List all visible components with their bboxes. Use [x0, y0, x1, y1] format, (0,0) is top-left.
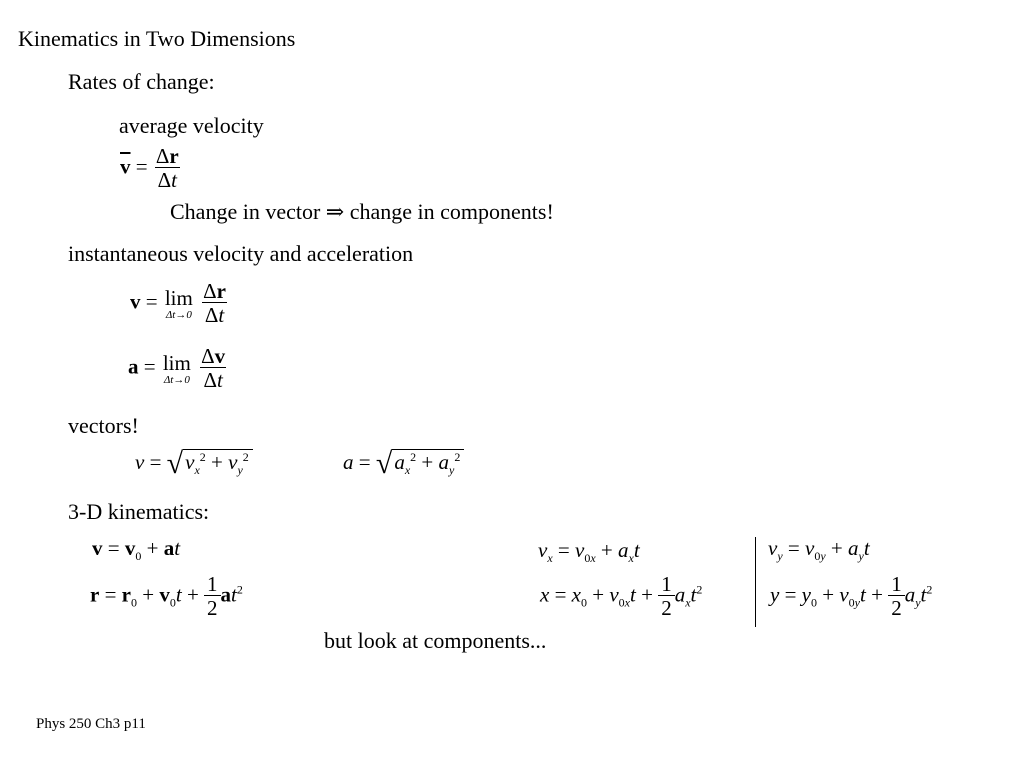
page-footer: Phys 250 Ch3 p11: [36, 716, 146, 732]
instantaneous-heading: instantaneous velocity and acceleration: [68, 241, 414, 266]
average-velocity-equation: $\overline{v}$ = $\frac{\Delta r}{\Delta t}$: [120, 144, 179, 193]
speed-magnitude-equation: $v = √v_x^2 + v_y^2$: [135, 447, 253, 481]
components-note: Change in vector ⇒ change in components!: [170, 199, 554, 224]
components-look-note: but look at components...: [324, 628, 547, 653]
page-title: Kinematics in Two Dimensions: [18, 26, 296, 51]
velocity-y-equation: $v_y = v_{0y} + a_yt$: [768, 536, 870, 564]
rates-of-change-heading: Rates of change:: [68, 69, 215, 94]
average-velocity-heading: average velocity: [119, 113, 264, 138]
position-vector-equation: $r = r_0 + v_0t$ + $\frac{1}{2}$ $at^2$: [90, 572, 243, 621]
position-x-equation: $x = x_0 + v_{0x}t$ + $\frac{1}{2}$ $a_xt^2$: [540, 572, 703, 621]
vectors-heading: vectors!: [68, 413, 139, 438]
acceleration-magnitude-equation: $a = √a_x^2 + a_y^2$: [343, 447, 464, 481]
instantaneous-velocity-equation: v = lim Δt→0 $\frac{\Delta r}{\Delta t}$: [130, 279, 226, 328]
position-y-equation: $y = y_0 + v_{0y}t$ + $\frac{1}{2}$ $a_yt^2$: [770, 572, 933, 621]
instantaneous-acceleration-equation: a = lim Δt→0 $\frac{\Delta v}{\Delta t}$: [128, 344, 226, 393]
velocity-vector-equation: $v = v_0$ + at: [92, 536, 181, 564]
column-divider: [755, 537, 756, 627]
velocity-x-equation: $v_x = v_{0x} + a_xt$: [538, 538, 640, 566]
kinematics-3d-heading: 3-D kinematics:: [68, 499, 210, 524]
